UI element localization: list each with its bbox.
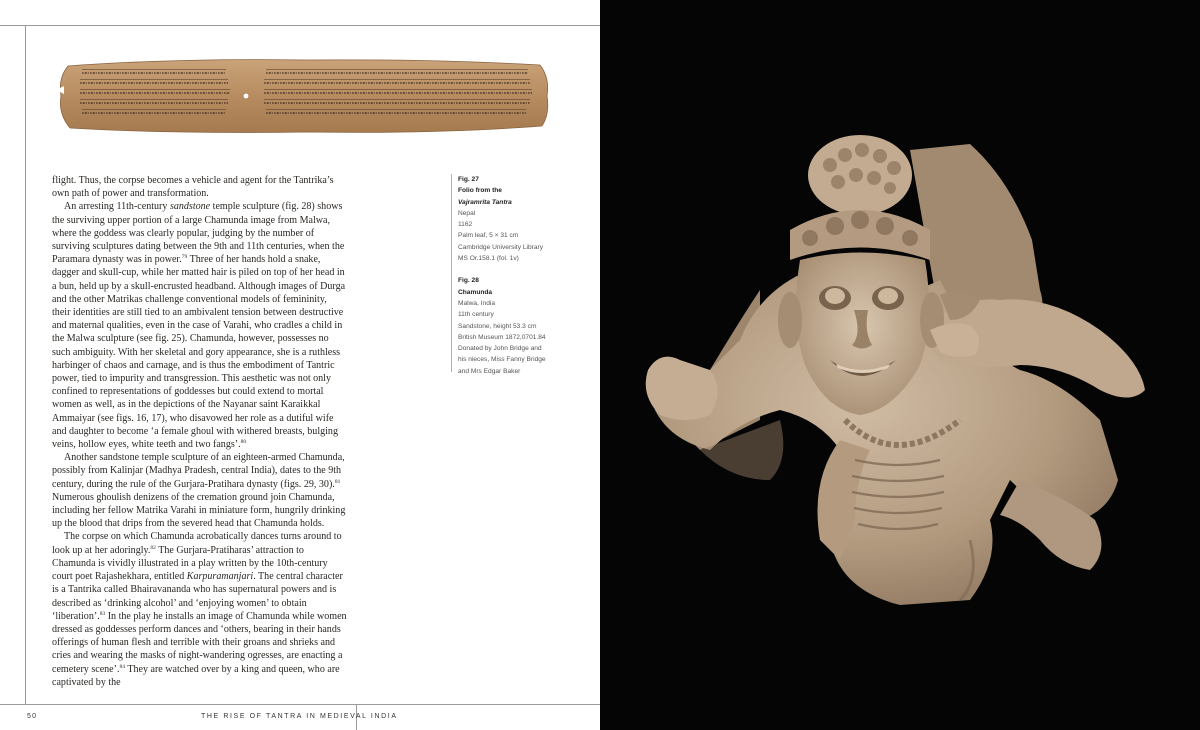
caption-fig27-title: Folio from the	[458, 187, 502, 195]
caption-fig28-title: Chamunda	[458, 288, 493, 296]
caption-fig27-number: Fig. 27	[458, 176, 479, 183]
palm-leaf-manuscript-image	[56, 56, 550, 136]
caption-fig28: Fig. 28 Chamunda Malwa, India 11th century Sandstone, height 53.3 cm British Museum 1872,0701.84 Donated by John Bridge and his nieces, Miss Fanny Bridge and Mrs Edgar Baker	[458, 275, 568, 377]
bottom-rule	[0, 704, 600, 705]
paragraph: Another sandstone temple sculpture of an eighteen-armed Chamunda, possibly from Kalinjar (Madhya Pradesh, central India), dates to the 9th century, during the rule of the Gurjara-Pratihara dynasty (figs. 29, 30).$^{81}$ Numerous ghoulish denizens of the cremation ground join Chamunda, including her fellow Matrika Varahi in miniature form, hungrily drinking up the blood that drips from the severed head that Chamunda holds.	[52, 452, 346, 530]
play-title: Karpuramanjari	[186, 571, 254, 583]
endnote-ref: 79	[181, 254, 188, 261]
paragraph: An arresting 11th-century sandstone temple sculpture (fig. 28) shows the surviving upper portion of a large Chamunda image from Malwa, where the goddess was clearly popular, judging by the number of surviving sculptures dating between the 9th and 11th centuries, when the Paramara dynasty was in power.$^{79}$ Three of her hands hold a snake, dagger and skull-cup, while her matted hair is piled on top of her head in a bun, held up by a skull-encrusted headband. Although images of Durga and the other Matrikas challenge conventional models of femininity, their identities are still tied to an ambivalent tension between destructive and maternal qualities, even in the case of Varahi, who cradles a child in the Malwa sculpture (see fig. 25). Chamunda, however, possesses no such ambiguity. With her skeletal and gory appearance, she is a ruthless harbinger of chaos and carnage, and is thus the embodiment of Tantric power, tied to impurity and transgression. This aesthetic was not only confined to representations of goddesses but could extend to mortal women as well, as in the depictions of the Nayanar saint Karaikkal Ammaiyar (see figs. 16, 17), who disavowed her role as a dutiful wife and daughter to become ‘a female ghoul with withered breasts, bulging veins, hollow eyes, white teeth and two fangs’.$^{80}$	[52, 201, 346, 451]
endnote-ref: 80	[240, 439, 247, 446]
endnote-ref: 83	[99, 610, 106, 617]
page-number: 50	[27, 713, 38, 720]
caption-rule	[451, 174, 452, 372]
chamunda-sculpture-image	[640, 120, 1170, 620]
endnote-ref: 81	[334, 478, 341, 485]
paragraph: flight. Thus, the corpse becomes a vehicle and agent for the Tantrika’s own path of power and transformation.	[52, 175, 334, 200]
caption-fig27-title-italic: Vajramrita Tantra	[458, 198, 512, 206]
right-page	[600, 0, 1200, 730]
running-head: THE RISE OF TANTRA IN MEDIEVAL INDIA	[201, 713, 398, 720]
endnote-ref: 82	[150, 544, 156, 551]
caption-fig28-number: Fig. 28	[458, 277, 479, 285]
top-rule	[0, 25, 600, 26]
paragraph: The corpse on which Chamunda acrobatically dances turns around to look up at her adoringly.$^{82}$ The Gurjara-Pratiharas’ attraction to Chamunda is vividly illustrated in a play written by the 10th-century court poet Rajashekhara, entitled Karpuramanjari. The central character is a Tantrika called Bhairavananda who has supernatural powers and is described as ‘drinking alcohol’ and ‘enjoying women’ to obtain ‘liberation’.$^{83}$ In the play he installs an image of Chamunda while women dressed as goddesses perform dances and ‘others, bearing in their hands offerings of human flesh and terrible with their groans and shrieks and cries and wearing the masks of night-wandering ogresses, are enacting a cemetery scene’.$^{84}$ They are watched over by a king and queen, who are captivated by the	[52, 531, 347, 688]
endnote-ref: 84	[119, 663, 125, 670]
main-body-text	[52, 174, 347, 689]
figure-captions	[458, 174, 568, 377]
caption-fig27: Fig. 27 Folio from the Vajramrita Tantra Nepal 1162 Palm leaf, 5 × 31 cm Cambridge University Library MS Or.158.1 (fol. 1v)	[458, 174, 568, 264]
left-rule	[25, 25, 26, 704]
